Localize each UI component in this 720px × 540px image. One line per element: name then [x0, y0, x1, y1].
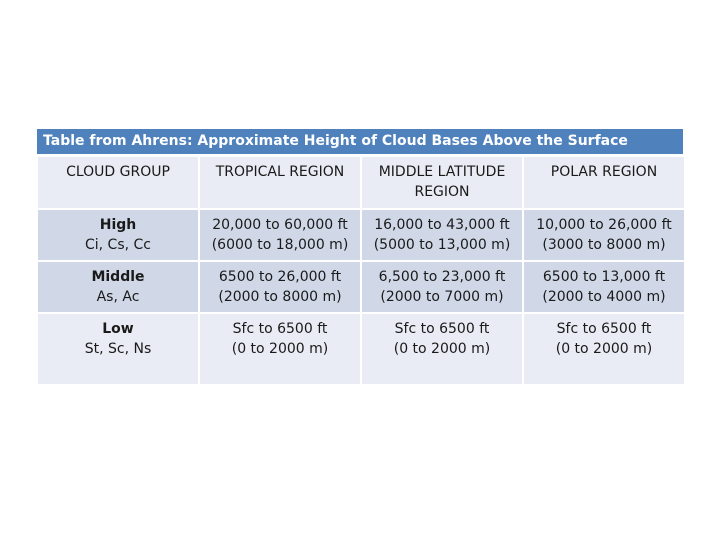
header-cloud-group-label: CLOUD GROUP [66, 164, 170, 180]
group-name: High [99, 217, 137, 233]
height-m: (3000 to 8000 m) [542, 237, 666, 253]
header-middle-latitude [361, 156, 523, 209]
cloud-base-table [36, 128, 684, 386]
cell-group [37, 313, 199, 385]
group-name: Low [102, 321, 134, 337]
cell-group [37, 261, 199, 313]
cell-middle-latitude [361, 209, 523, 261]
height-ft: 10,000 to 26,000 ft [536, 217, 672, 233]
height-m: (6000 to 18,000 m) [211, 237, 349, 253]
cell-polar [523, 313, 685, 385]
data-table [36, 155, 686, 386]
table-row-middle [37, 261, 685, 313]
group-types: St, Sc, Ns [84, 341, 152, 357]
height-m: (2000 to 7000 m) [380, 289, 504, 305]
height-ft: Sfc to 6500 ft [394, 321, 490, 337]
cell-tropical [199, 209, 361, 261]
height-m: (0 to 2000 m) [231, 341, 329, 357]
header-polar [523, 156, 685, 209]
header-polar-label: POLAR REGION [550, 164, 658, 180]
height-m: (2000 to 4000 m) [542, 289, 666, 305]
cell-group [37, 209, 199, 261]
height-ft: 16,000 to 43,000 ft [374, 217, 510, 233]
height-ft: 6500 to 13,000 ft [542, 269, 666, 285]
height-m: (0 to 2000 m) [393, 341, 491, 357]
height-ft: Sfc to 6500 ft [556, 321, 652, 337]
group-name: Middle [91, 269, 145, 285]
height-ft: Sfc to 6500 ft [232, 321, 328, 337]
cell-polar [523, 261, 685, 313]
header-middle-latitude-line1: MIDDLE LATITUDE [378, 164, 506, 180]
group-types: As, Ac [96, 289, 140, 305]
height-m: (2000 to 8000 m) [218, 289, 342, 305]
header-cloud-group [37, 156, 199, 209]
height-m: (5000 to 13,000 m) [373, 237, 511, 253]
cell-polar [523, 209, 685, 261]
group-types: Ci, Cs, Cc [84, 237, 151, 253]
header-tropical-label: TROPICAL REGION [215, 164, 345, 180]
cell-tropical [199, 313, 361, 385]
table-caption: Table from Ahrens: Approximate Height of Cloud Bases Above the Surface [36, 128, 684, 155]
height-m: (0 to 2000 m) [555, 341, 653, 357]
cell-tropical [199, 261, 361, 313]
height-ft: 6500 to 26,000 ft [218, 269, 342, 285]
height-ft: 20,000 to 60,000 ft [212, 217, 348, 233]
table-row-high [37, 209, 685, 261]
header-row [37, 156, 685, 209]
header-tropical [199, 156, 361, 209]
cell-middle-latitude [361, 261, 523, 313]
table-row-low [37, 313, 685, 385]
cell-middle-latitude [361, 313, 523, 385]
height-ft: 6,500 to 23,000 ft [378, 269, 506, 285]
header-middle-latitude-line2: REGION [414, 184, 470, 200]
